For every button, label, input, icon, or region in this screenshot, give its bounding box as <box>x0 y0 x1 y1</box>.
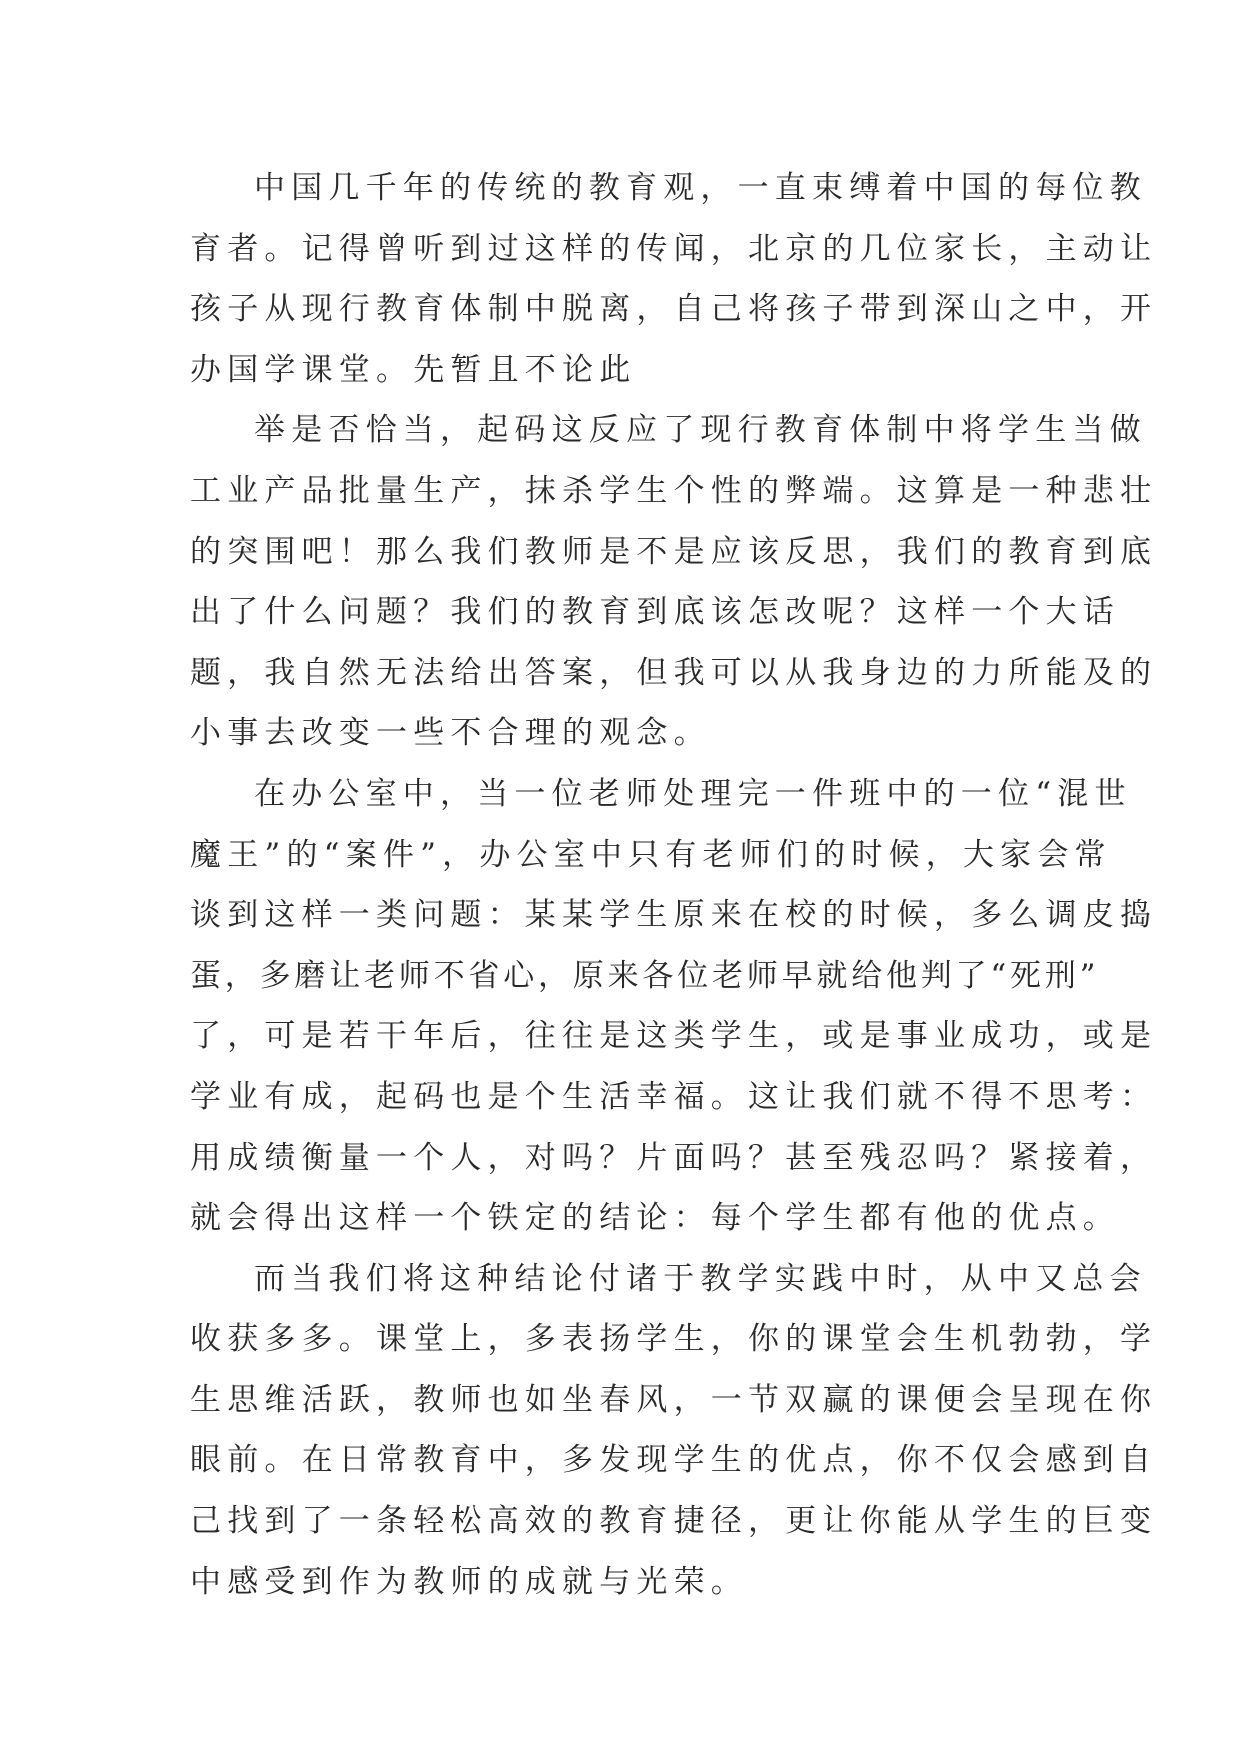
text-line: 而当我们将这种结论付诸于教学实践中时，从中又总会 <box>254 1260 1147 1297</box>
document-body <box>190 158 1158 1612</box>
text-line: 了，可是若干年后，往往是这类学生，或是事业成功，或是 <box>190 1018 1158 1055</box>
text-line: 中感受到作为教师的成就与光荣。 <box>190 1563 748 1600</box>
text-line: 孩子从现行教育体制中脱离，自己将孩子带到深山之中，开 <box>190 291 1158 328</box>
text-line: 蛋，多磨让老师不省心，原来各位老师早就给他判了“死刑” <box>190 957 1100 994</box>
text-line: 在办公室中，当一位老师处理完一件班中的一位“混世 <box>254 775 1132 812</box>
text-line: 题，我自然无法给出答案，但我可以从我身边的力所能及的 <box>190 654 1158 691</box>
text-line: 魔王”的“案件”，办公室中只有老师们的时候，大家会常 <box>190 836 1112 873</box>
text-line: 用成绩衡量一个人，对吗？片面吗？甚至残忍吗？紧接着， <box>190 1139 1158 1176</box>
text-line: 生思维活跃，教师也如坐春风，一节双赢的课便会呈现在你 <box>190 1381 1158 1418</box>
text-line: 举是否恰当，起码这反应了现行教育体制中将学生当做 <box>254 412 1147 449</box>
text-line: 学业有成，起码也是个生活幸福。这让我们就不得不思考： <box>190 1078 1158 1115</box>
text-line: 出了什么问题？我们的教育到底该怎改呢？这样一个大话 <box>190 594 1120 631</box>
text-line: 收获多多。课堂上，多表扬学生，你的课堂会生机勃勃，学 <box>190 1321 1158 1358</box>
text-line: 谈到这样一类问题：某某学生原来在校的时候，多么调皮捣 <box>190 897 1158 934</box>
text-line: 育者。记得曾听到过这样的传闻，北京的几位家长，主动让 <box>190 230 1158 267</box>
text-line: 中国几千年的传统的教育观，一直束缚着中国的每位教 <box>254 170 1147 206</box>
text-line: 的突围吧！那么我们教师是不是应该反思，我们的教育到底 <box>190 533 1158 570</box>
text-line: 工业产品批量生产，抹杀学生个性的弊端。这算是一种悲壮 <box>190 472 1158 509</box>
text-line: 就会得出这样一个铁定的结论：每个学生都有他的优点。 <box>190 1200 1120 1237</box>
paragraph-2 <box>190 400 1158 764</box>
paragraph-4 <box>190 1249 1158 1613</box>
paragraph-3 <box>190 764 1158 1249</box>
paragraph-1 <box>190 158 1158 400</box>
text-line: 办国学课堂。先暂且不论此 <box>190 351 637 388</box>
text-line: 眼前。在日常教育中，多发现学生的优点，你不仅会感到自 <box>190 1442 1158 1479</box>
text-line: 小事去改变一些不合理的观念。 <box>190 715 711 752</box>
text-line: 己找到了一条轻松高效的教育捷径，更让你能从学生的巨变 <box>190 1503 1158 1540</box>
